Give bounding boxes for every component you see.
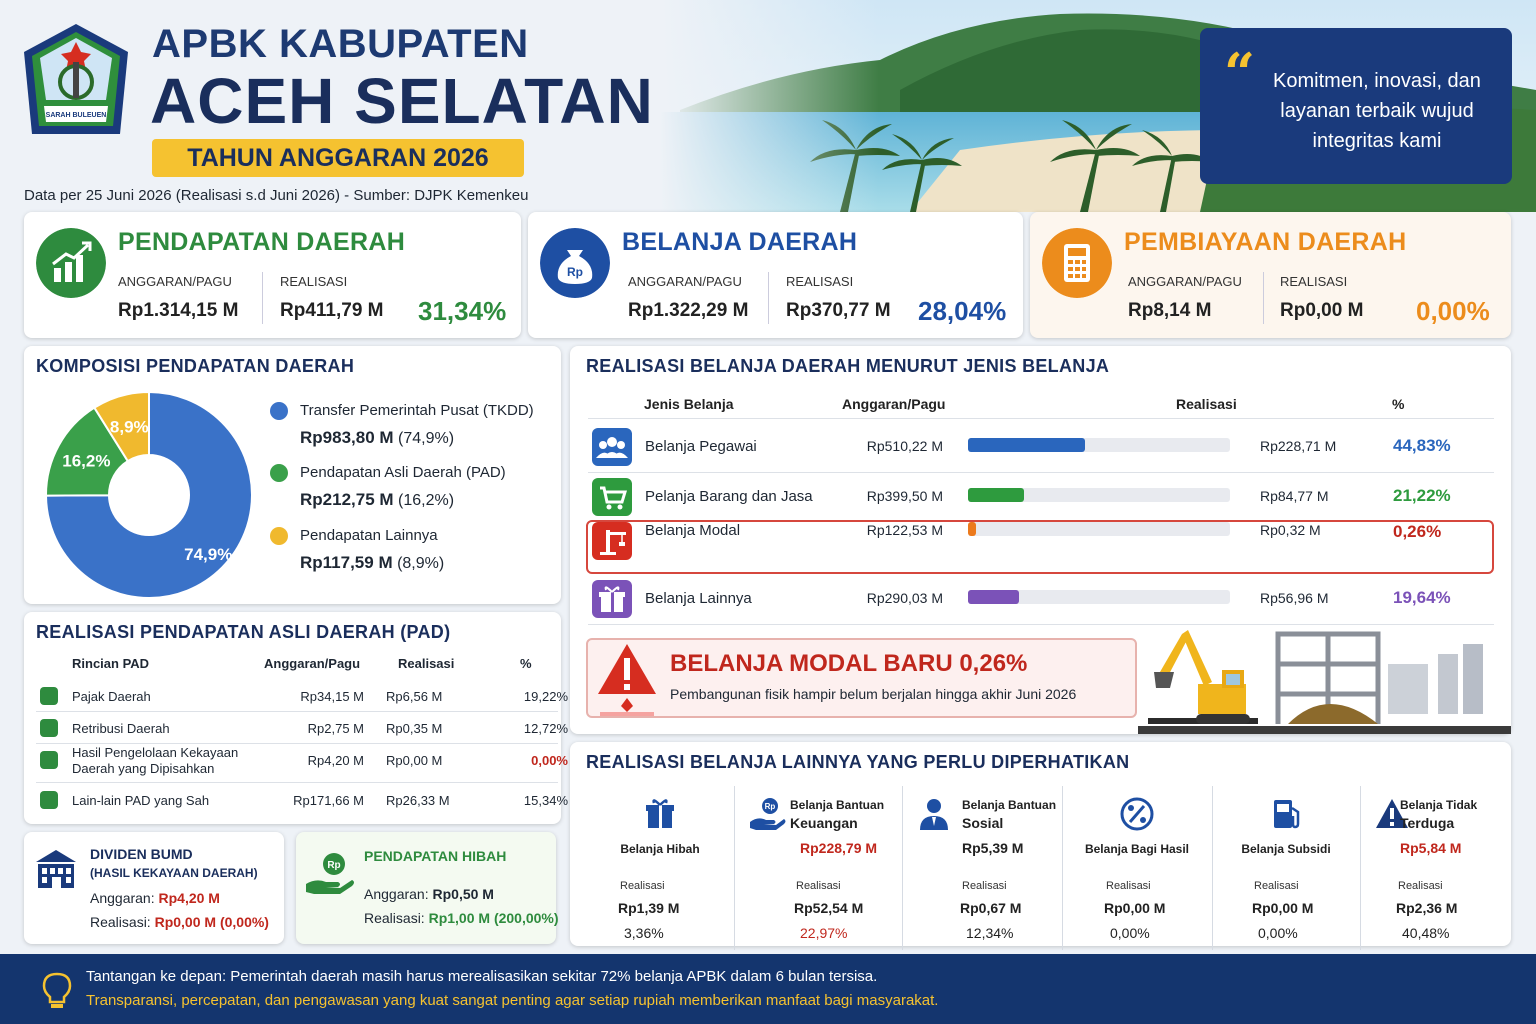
pad-percent: 12,72% bbox=[523, 721, 568, 736]
legend-percent: (74,9%) bbox=[398, 430, 455, 447]
other-spending-item bbox=[1212, 786, 1360, 950]
table-row bbox=[588, 472, 1494, 520]
legend-percent: (8,9%) bbox=[397, 555, 445, 572]
pad-realization-panel bbox=[24, 612, 568, 824]
svg-text:SARAH BULEUEN: SARAH BULEUEN bbox=[45, 112, 107, 119]
pad-realization: Rp26,33 M bbox=[386, 793, 450, 808]
summary-title: BELANJA DAERAH bbox=[622, 228, 858, 256]
bumd-dividend-card bbox=[24, 832, 284, 944]
realization-percent: 12,34% bbox=[966, 925, 1014, 941]
budget-value: Rp4,20 M bbox=[158, 890, 220, 906]
footer-line-1: Tantangan ke depan: Pemerintah daerah masih harus merealisasikan sekitar 72% belanja APBK dalam 6 bulan tersisa. bbox=[86, 968, 878, 985]
spending-budget: Rp399,50 M bbox=[866, 488, 943, 504]
realization-label: Realisasi bbox=[1398, 880, 1443, 892]
pad-realization: Rp6,56 M bbox=[386, 689, 443, 704]
section-title: REALISASI PENDAPATAN ASLI DAERAH (PAD) bbox=[36, 622, 451, 642]
year-badge: TAHUN ANGGARAN 2026 bbox=[152, 139, 524, 177]
revenue-composition-panel bbox=[24, 346, 561, 604]
column-header: Rincian PAD bbox=[72, 656, 150, 671]
budget-label: ANGGARAN/PAGU bbox=[628, 274, 742, 289]
pad-category-icon bbox=[40, 791, 58, 809]
svg-text:Rp: Rp bbox=[327, 860, 341, 871]
pad-budget: Rp34,15 M bbox=[300, 689, 364, 704]
column-header: Realisasi bbox=[1176, 396, 1237, 412]
legend-label: Transfer Pemerintah Pusat (TKDD) bbox=[300, 402, 534, 419]
budget-label: ANGGARAN/PAGU bbox=[1128, 274, 1242, 289]
realization-value: Rp0,00 M bbox=[1280, 300, 1364, 321]
column-header: Anggaran/Pagu bbox=[264, 656, 361, 671]
pad-budget: Rp4,20 M bbox=[307, 753, 364, 768]
warning-icon bbox=[596, 642, 658, 718]
spending-budget: Rp290,03 M bbox=[866, 590, 943, 606]
legend-swatch bbox=[270, 402, 288, 420]
legend-value: Rp212,75 M bbox=[300, 490, 394, 509]
item-name: Belanja Subsidi bbox=[1241, 842, 1331, 856]
pad-realization: Rp0,00 M bbox=[386, 753, 443, 768]
table-row bbox=[36, 680, 568, 712]
people-icon bbox=[592, 428, 632, 466]
percent-icon bbox=[1119, 796, 1157, 832]
hand-money-icon bbox=[748, 796, 786, 832]
calculator-icon bbox=[1042, 228, 1112, 298]
bank-building-icon bbox=[34, 848, 78, 890]
section-title: REALISASI BELANJA DAERAH MENURUT JENIS BELANJA bbox=[586, 356, 1110, 376]
budget-label: Anggaran: bbox=[90, 890, 159, 906]
person-icon bbox=[916, 796, 954, 832]
legend-value: Rp983,80 M bbox=[300, 428, 394, 447]
legend-swatch bbox=[270, 464, 288, 482]
pad-category-icon bbox=[40, 751, 58, 769]
realization-percent: 28,04% bbox=[918, 296, 1007, 326]
progress-fill bbox=[968, 488, 1024, 502]
column-header: Realisasi bbox=[398, 656, 455, 671]
lightbulb-icon bbox=[40, 968, 74, 1010]
progress-fill bbox=[968, 438, 1085, 452]
spending-type-name: Belanja Lainnya bbox=[645, 590, 752, 607]
legend-percent: (16,2%) bbox=[398, 492, 455, 509]
table-row bbox=[36, 784, 568, 816]
title-top: APBK KABUPATEN bbox=[152, 22, 529, 66]
budget-value: Rp1.322,29 M bbox=[628, 300, 749, 321]
summary-card-revenue bbox=[24, 212, 521, 338]
hand-money-icon bbox=[304, 850, 356, 898]
grant-revenue-card bbox=[296, 832, 559, 944]
realization-label: Realisasi bbox=[1106, 880, 1151, 892]
fuel-pump-icon bbox=[1268, 796, 1306, 832]
table-row bbox=[588, 422, 1494, 470]
legend-swatch bbox=[270, 527, 288, 545]
spending-realization: Rp84,77 M bbox=[1260, 488, 1329, 504]
realization-percent: 22,97% bbox=[800, 925, 848, 941]
svg-text:Rp: Rp bbox=[764, 802, 776, 811]
slice-label: 74,9% bbox=[184, 544, 233, 564]
spending-realization: Rp228,71 M bbox=[1260, 438, 1337, 454]
summary-title: PEMBIAYAAN DAERAH bbox=[1124, 228, 1407, 256]
column-header: Anggaran/Pagu bbox=[842, 396, 946, 412]
pad-percent: 15,34% bbox=[523, 793, 568, 808]
alert-text: Pembangunan fisik hampir belum berjalan hingga akhir Juni 2026 bbox=[670, 686, 1077, 702]
realization-percent: 0,00% bbox=[1110, 925, 1150, 941]
spending-percent: 21,22% bbox=[1393, 486, 1451, 505]
footer-line-2: Transparansi, percepatan, dan pengawasan yang kuat sangat penting agar setiap rupiah memberikan manfaat bagi masyarakat. bbox=[86, 992, 939, 1009]
realization-percent: 0,00% bbox=[1258, 925, 1298, 941]
quote-icon: “ bbox=[1224, 41, 1256, 105]
other-spending-item bbox=[586, 786, 734, 950]
spending-percent: 0,26% bbox=[1393, 522, 1442, 541]
realization-label: Realisasi bbox=[796, 880, 841, 892]
svg-text:Rp: Rp bbox=[567, 265, 583, 279]
other-spending-panel bbox=[570, 742, 1511, 946]
realization-label: Realisasi bbox=[620, 880, 665, 892]
column-header: Jenis Belanja bbox=[644, 396, 734, 412]
progress-fill bbox=[968, 522, 976, 536]
spending-realization: Rp56,96 M bbox=[1260, 590, 1329, 606]
item-name: Belanja Tidak Terduga bbox=[1400, 798, 1478, 831]
table-row bbox=[36, 744, 568, 776]
other-spending-item bbox=[902, 786, 1062, 950]
realization-value: Rp0,67 M bbox=[960, 900, 1022, 916]
progress-fill bbox=[968, 590, 1019, 604]
table-row bbox=[36, 712, 568, 744]
spending-by-type-panel bbox=[570, 346, 1511, 734]
summary-card-spending bbox=[528, 212, 1023, 338]
budget-label: ANGGARAN/PAGU bbox=[118, 274, 232, 289]
money-bag-icon bbox=[540, 228, 610, 298]
pad-name: Pajak Daerah bbox=[72, 689, 151, 704]
chart-growth-icon bbox=[36, 228, 106, 298]
realization-label: REALISASI bbox=[280, 274, 348, 289]
slice-label: 16,2% bbox=[62, 451, 111, 471]
quote-box bbox=[1200, 28, 1512, 184]
budget-value: Rp0,50 M bbox=[432, 886, 494, 902]
regency-emblem-logo bbox=[20, 22, 132, 140]
pad-budget: Rp171,66 M bbox=[293, 793, 364, 808]
legend-label: Pendapatan Lainnya bbox=[300, 527, 438, 544]
construction-site-image bbox=[1138, 614, 1511, 734]
pad-category-icon bbox=[40, 687, 58, 705]
spending-type-name: Belanja Modal bbox=[645, 522, 741, 539]
item-name: Belanja Bantuan Keuangan bbox=[790, 798, 885, 831]
other-spending-item bbox=[734, 786, 902, 950]
spending-budget: Rp122,53 M bbox=[866, 522, 943, 538]
pad-name: Retribusi Daerah bbox=[72, 721, 170, 736]
realization-label: REALISASI bbox=[1280, 274, 1348, 289]
spending-realization: Rp0,32 M bbox=[1260, 522, 1321, 538]
item-name: Belanja Bagi Hasil bbox=[1084, 842, 1190, 856]
pad-category-icon bbox=[40, 719, 58, 737]
realization-value: Rp52,54 M bbox=[794, 900, 864, 916]
realization-label: Realisasi: bbox=[90, 914, 155, 930]
column-header: % bbox=[520, 656, 532, 671]
item-name: Belanja Bantuan Sosial bbox=[962, 798, 1057, 831]
column-header: % bbox=[1392, 396, 1405, 412]
realization-percent: 3,36% bbox=[624, 925, 664, 941]
table-row bbox=[586, 520, 1494, 574]
footer-banner bbox=[0, 954, 1536, 1024]
item-budget: Rp5,84 M bbox=[1400, 840, 1462, 856]
progress-bar bbox=[968, 590, 1230, 604]
item-budget: Rp228,79 M bbox=[800, 840, 878, 856]
pad-name: Lain-lain PAD yang Sah bbox=[72, 793, 210, 808]
summary-title: PENDAPATAN DAERAH bbox=[118, 228, 406, 256]
item-name: Belanja Hibah bbox=[620, 842, 700, 856]
realization-label: REALISASI bbox=[786, 274, 854, 289]
cart-icon bbox=[592, 478, 632, 516]
spending-type-name: Belanja Pegawai bbox=[645, 438, 757, 455]
realization-value: Rp0,00 M bbox=[1252, 900, 1314, 916]
realization-percent: 40,48% bbox=[1402, 925, 1450, 941]
realization-value: Rp411,79 M bbox=[280, 300, 384, 321]
other-spending-item bbox=[1062, 786, 1212, 950]
progress-bar bbox=[968, 438, 1230, 452]
pad-realization: Rp0,35 M bbox=[386, 721, 443, 736]
realization-value: Rp0,00 M bbox=[1104, 900, 1166, 916]
section-title: REALISASI BELANJA LAINNYA YANG PERLU DIPERHATIKAN bbox=[586, 752, 1130, 772]
spending-percent: 44,83% bbox=[1393, 436, 1451, 455]
revenue-donut-chart bbox=[44, 390, 254, 600]
other-spending-item bbox=[1360, 786, 1527, 950]
budget-label: Anggaran: bbox=[364, 886, 433, 902]
realization-label: Realisasi: bbox=[364, 910, 429, 926]
realization-value: Rp1,00 M (200,00%) bbox=[428, 910, 559, 926]
spending-percent: 19,64% bbox=[1393, 588, 1451, 607]
legend-value: Rp117,59 M bbox=[300, 553, 393, 572]
crane-icon bbox=[592, 522, 632, 560]
quote-text: Komitmen, inovasi, dan layanan terbaik wujud integritas kami bbox=[1273, 70, 1481, 152]
pad-name: Hasil Pengelolaan Kekayaan Daerah yang Dipisahkan bbox=[72, 745, 239, 776]
section-title: KOMPOSISI PENDAPATAN DAERAH bbox=[36, 356, 355, 376]
pad-budget: Rp2,75 M bbox=[307, 721, 364, 736]
gift-icon bbox=[642, 796, 680, 832]
realization-value: Rp370,77 M bbox=[786, 300, 891, 321]
realization-value: Rp1,39 M bbox=[618, 900, 680, 916]
title-main: ACEH SELATAN bbox=[150, 65, 654, 137]
card-title: DIVIDEN BUMD bbox=[90, 846, 193, 862]
spending-type-name: Pelanja Barang dan Jasa bbox=[645, 488, 813, 505]
gift-icon bbox=[592, 580, 632, 618]
realization-percent: 31,34% bbox=[418, 296, 507, 326]
alert-title: BELANJA MODAL BARU 0,26% bbox=[670, 650, 1028, 677]
data-source-note: Data per 25 Juni 2026 (Realisasi s.d Juni 2026) - Sumber: DJPK Kemenkeu bbox=[24, 187, 529, 204]
legend-label: Pendapatan Asli Daerah (PAD) bbox=[300, 464, 506, 481]
realization-percent: 0,00% bbox=[1416, 296, 1490, 326]
item-budget: Rp5,39 M bbox=[962, 840, 1024, 856]
progress-bar bbox=[968, 522, 1230, 536]
pad-percent: 0,00% bbox=[531, 753, 568, 768]
slice-label: 8,9% bbox=[109, 417, 149, 437]
progress-bar bbox=[968, 488, 1230, 502]
summary-card-financing bbox=[1030, 212, 1511, 338]
card-subtitle: (HASIL KEKAYAAN DAERAH) bbox=[90, 866, 258, 880]
budget-value: Rp8,14 M bbox=[1128, 300, 1212, 321]
realization-label: Realisasi bbox=[1254, 880, 1299, 892]
budget-value: Rp1.314,15 M bbox=[118, 300, 239, 321]
realization-value: Rp2,36 M bbox=[1396, 900, 1458, 916]
realization-label: Realisasi bbox=[962, 880, 1007, 892]
pad-percent: 19,22% bbox=[523, 689, 568, 704]
capital-spending-alert bbox=[586, 638, 1137, 718]
realization-value: Rp0,00 M (0,00%) bbox=[154, 914, 269, 930]
card-title: PENDAPATAN HIBAH bbox=[364, 848, 507, 864]
spending-budget: Rp510,22 M bbox=[866, 438, 943, 454]
